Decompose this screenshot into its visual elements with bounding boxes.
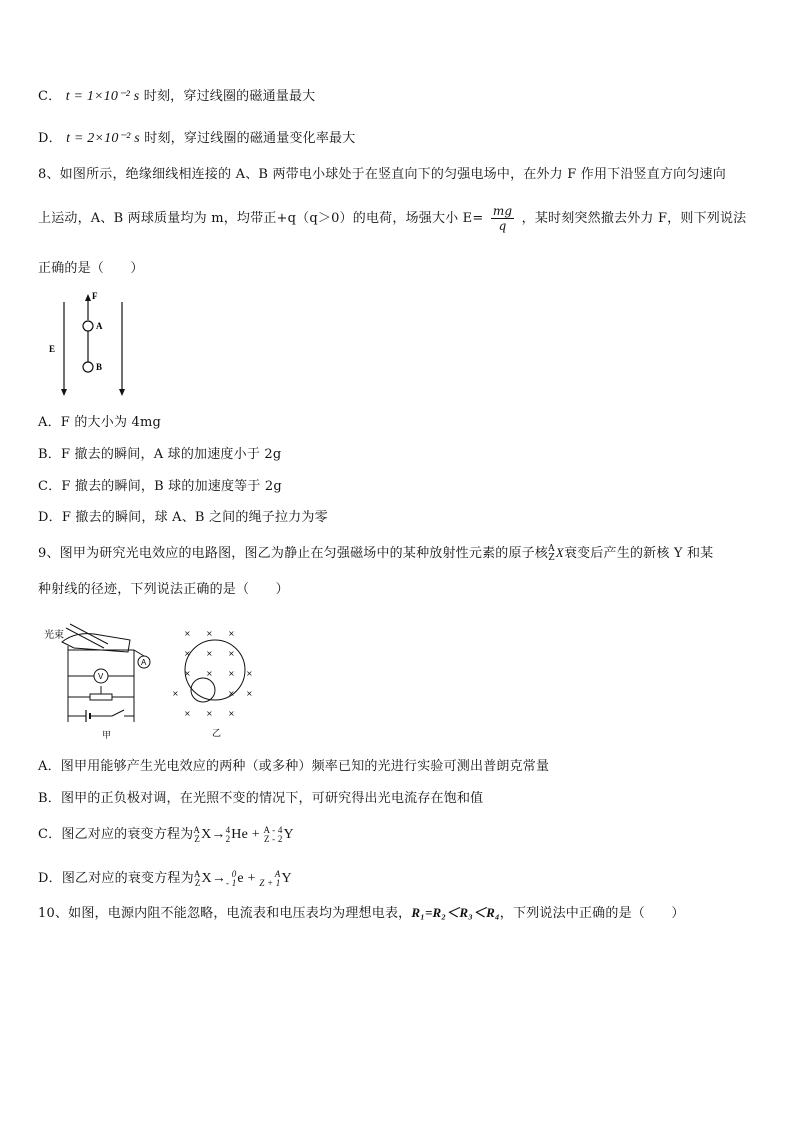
option-text: C．图乙对应的衰变方程为 — [38, 827, 194, 842]
option-label: D． — [38, 131, 62, 146]
q7-option-d — [38, 130, 355, 148]
label-light-beam: 光束 — [44, 630, 64, 641]
stem-text: 上运动，A、B 两球质量均为 m，均带正+q（q＞0）的电荷，场强大小 E= — [38, 211, 484, 226]
label-e: E — [49, 344, 56, 354]
ball-a — [83, 321, 93, 331]
svg-text:×: × — [206, 649, 213, 658]
label-jia: 甲 — [102, 731, 112, 741]
field-fraction — [491, 204, 514, 233]
q9-stem-line1 — [38, 544, 713, 563]
q9-option-a: A．图甲用能够产生光电效应的两种（或多种）频率已知的光进行实验可测出普朗克常量 — [38, 759, 550, 774]
force-arrowhead — [85, 294, 91, 301]
label-b: B — [96, 362, 103, 372]
q8-stem-line3: 正确的是（ ） — [38, 261, 144, 276]
nuclide-indices — [548, 545, 555, 563]
stem-text: 9、图甲为研究光电效应的电路图，图乙为静止在匀强磁场中的某种放射性元素的原子核 — [38, 546, 549, 561]
svg-text:×: × — [228, 669, 235, 678]
label-yi: 乙 — [212, 729, 222, 739]
q8-option-a: A．F 的大小为 4mg — [38, 415, 161, 430]
resistor-condition: R₁=R₂＜R₃＜R₄ — [411, 905, 500, 920]
q9-stem-line2: 种射线的径迹，下列说法正确的是（ ） — [38, 582, 289, 597]
svg-text:×: × — [228, 629, 235, 638]
light-ray — [66, 628, 104, 648]
svg-text:×: × — [172, 689, 179, 698]
stem-text: 衰变后产生的新核 Y 和某 — [563, 546, 714, 561]
svg-text:×: × — [206, 709, 213, 718]
voltmeter-label: V — [98, 672, 104, 681]
option-text: D．图乙对应的衰变方程为 — [38, 871, 194, 886]
fraction-numerator: mg — [492, 204, 513, 218]
stem-text: ，下列说法中正确的是（ ） — [499, 906, 685, 921]
label-a: A — [96, 321, 103, 331]
mass-number: A — [548, 543, 555, 554]
field-arrow-left — [61, 389, 67, 396]
svg-text:×: × — [184, 709, 191, 718]
option-text: 时刻，穿过线圈的磁通量变化率最大 — [144, 131, 356, 146]
ammeter-label: A — [141, 658, 147, 667]
time-expression: t = 1×10⁻² s — [65, 89, 140, 104]
nuclide-symbol: X — [555, 545, 564, 560]
q8-stem-line1: 8、如图所示，绝缘细线相连接的 A、B 两带电小球处于在竖直向下的匀强电场中，在外力 F 作用下沿竖直方向匀速向 — [38, 167, 726, 182]
svg-text:×: × — [206, 669, 213, 678]
field-crosses — [172, 629, 253, 718]
switch — [112, 710, 124, 716]
time-expression: t = 2×10⁻² s — [66, 131, 140, 146]
wire — [134, 650, 144, 656]
q8-option-d: D．F 撤去的瞬间，球 A、B 之间的绳子拉力为零 — [38, 510, 328, 525]
field-arrow-right — [119, 389, 125, 396]
svg-text:×: × — [228, 709, 235, 718]
q8-option-b: B．F 撤去的瞬间，A 球的加速度小于 2g — [38, 447, 282, 462]
decay-equation-beta: A Z X→ 0 - 1 e + A Z + 1 Y — [193, 868, 292, 888]
stem-text: 10、如图，电源内阻不能忽略，电流表和电压表均为理想电表， — [38, 906, 412, 921]
svg-text:×: × — [184, 649, 191, 658]
q9-option-c — [38, 822, 294, 848]
svg-text:×: × — [228, 649, 235, 658]
svg-text:×: × — [206, 629, 213, 638]
q9-magnetic-field-diagram — [170, 624, 270, 740]
svg-text:×: × — [246, 669, 253, 678]
q8-stem-line2 — [38, 202, 746, 236]
decay-equation-alpha: A Z X→ 4 2 He + A - 4 Z - 2 Y — [193, 824, 294, 844]
q8-option-c: C．F 撤去的瞬间，B 球的加速度等于 2g — [38, 479, 282, 494]
small-track — [191, 678, 215, 702]
fraction-denominator: q — [498, 219, 507, 233]
rheostat — [90, 694, 112, 700]
phototube — [62, 634, 130, 652]
q10-stem-line1 — [38, 904, 685, 923]
svg-text:×: × — [246, 689, 253, 698]
q7-option-c — [38, 88, 315, 106]
ball-b — [83, 362, 93, 372]
label-f: F — [92, 291, 98, 301]
svg-text:×: × — [184, 629, 191, 638]
q9-option-d — [38, 866, 292, 892]
q9-circuit-diagram — [44, 618, 164, 742]
svg-text:×: × — [228, 689, 235, 698]
stem-text: ，某时刻突然撤去外力 F，则下列说法 — [521, 211, 747, 226]
option-label: C． — [38, 89, 62, 104]
q8-field-diagram — [44, 290, 144, 400]
option-text: 时刻，穿过线圈的磁通量最大 — [143, 89, 316, 104]
svg-text:×: × — [184, 669, 191, 678]
q9-option-b: B．图甲的正负极对调，在光照不变的情况下，可研究得出光电流存在饱和值 — [38, 791, 484, 806]
atomic-number: Z — [548, 552, 555, 563]
